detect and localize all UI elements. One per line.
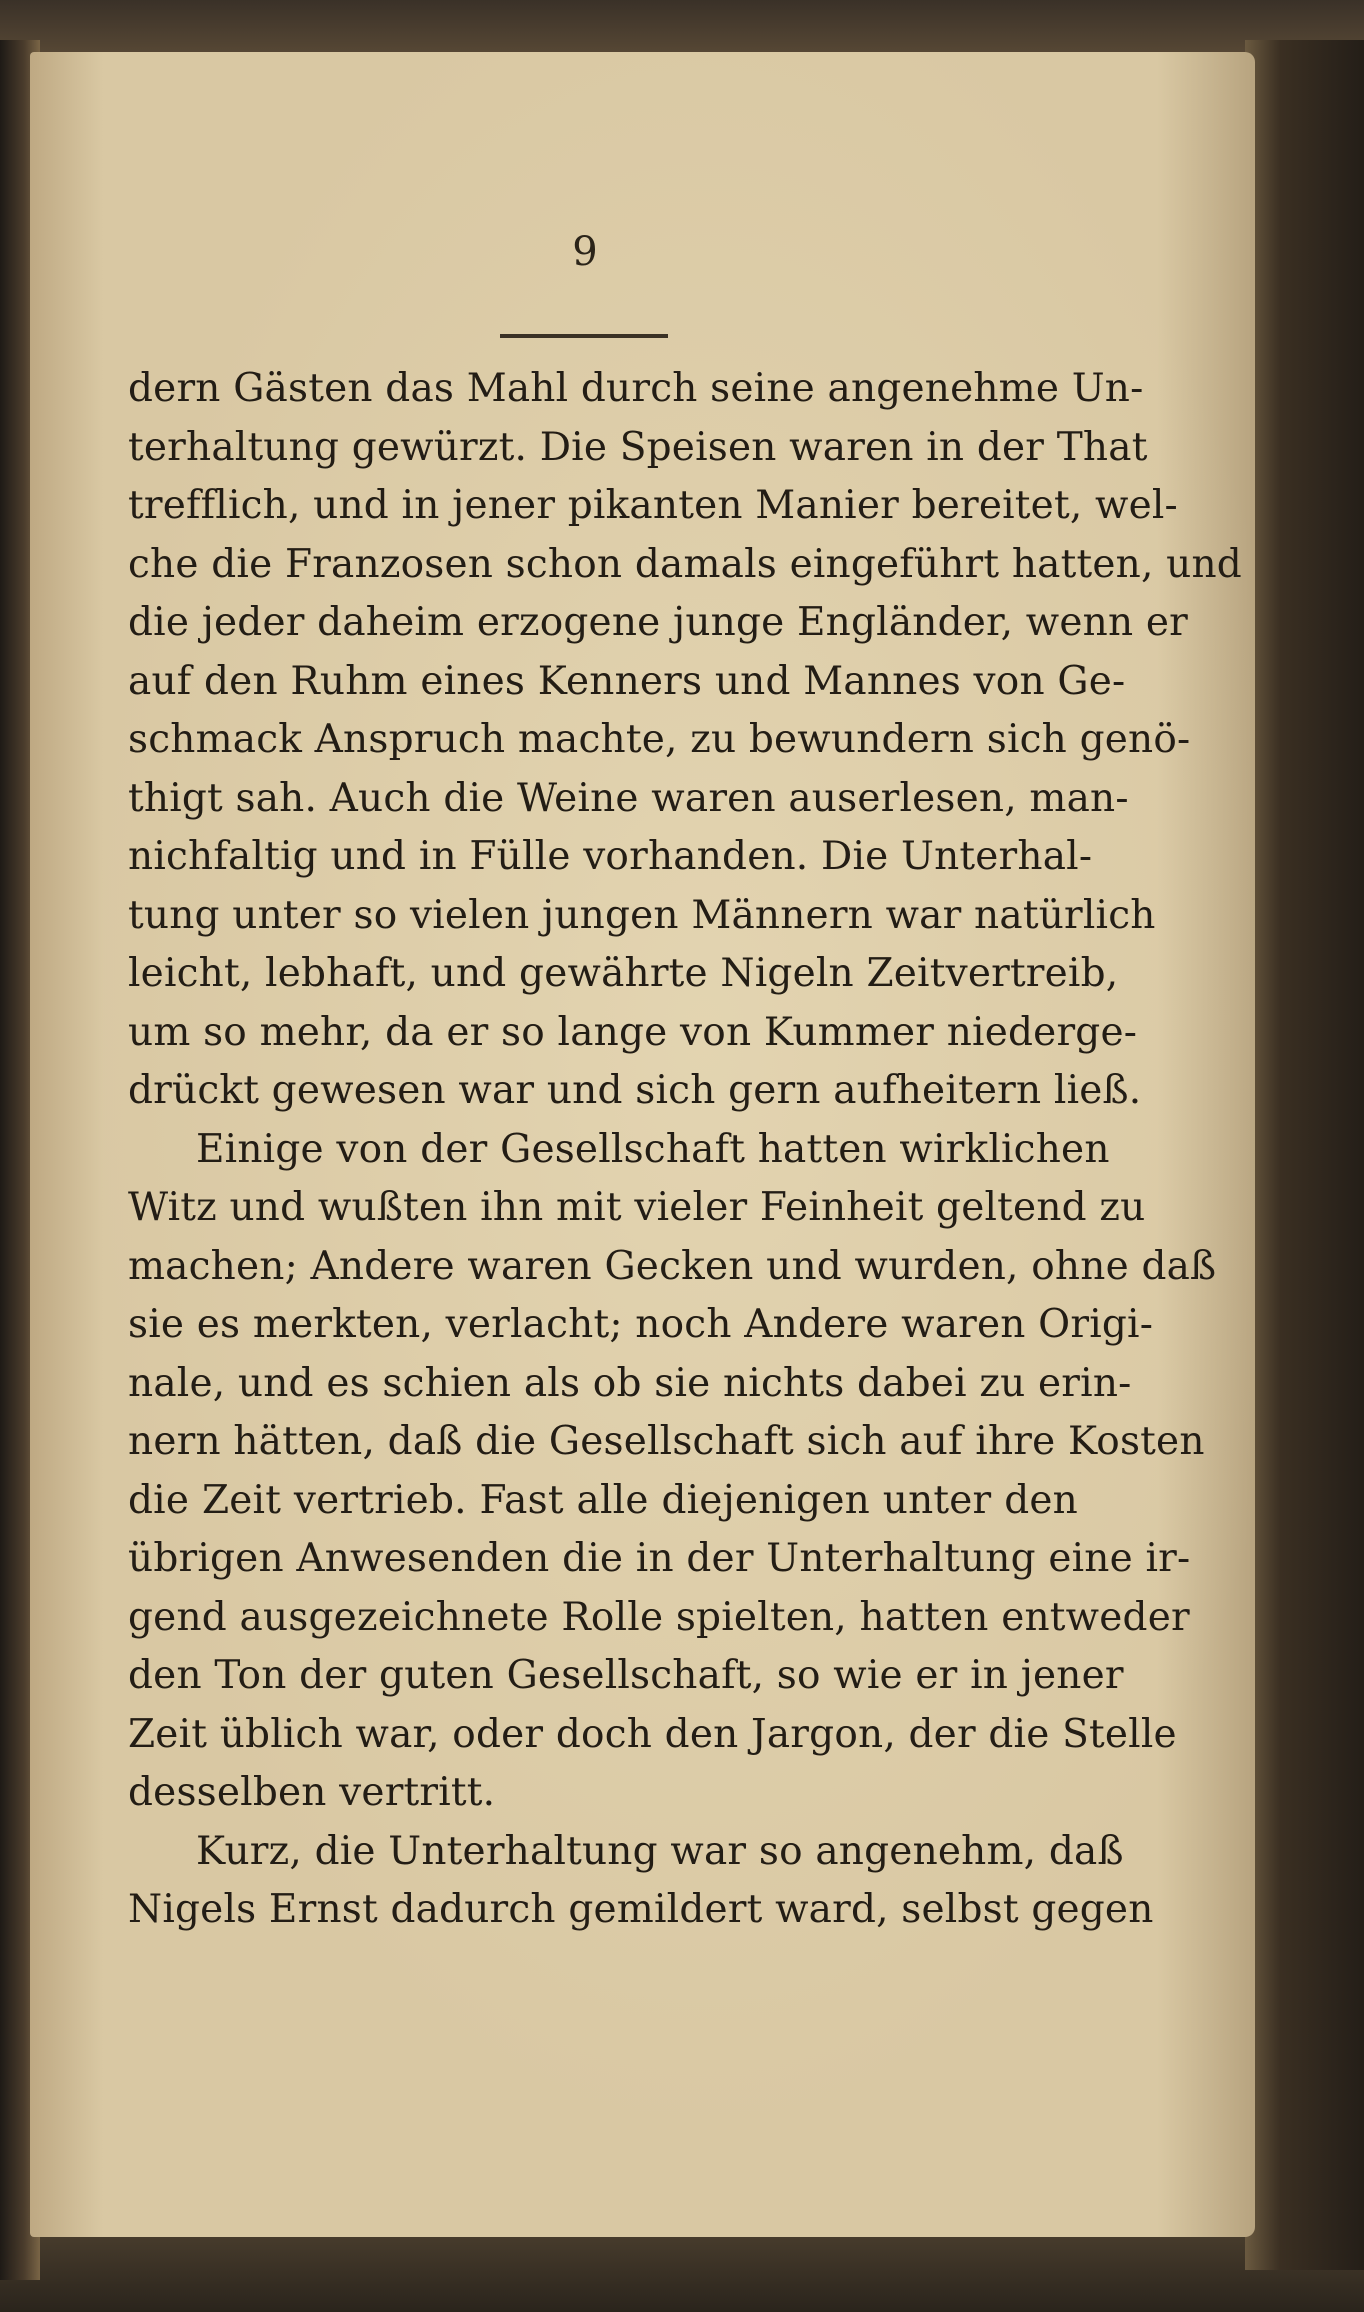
text-line: Nigels Ernst dadurch gemildert ward, selbst gegen — [128, 1887, 1154, 1932]
book-cover-bottom-edge — [0, 2228, 1364, 2312]
text-line: trefflich, und in jener pikanten Manier bereitet, wel- — [128, 483, 1178, 528]
text-line: Kurz, die Unterhaltung war so angenehm, daß — [196, 1828, 1124, 1874]
page-number-rule — [500, 334, 668, 338]
text-line: die Zeit vertrieb. Fast alle diejenigen unter den — [128, 1477, 1078, 1523]
text-line: nale, und es schien als ob sie nichts dabei zu erin- — [128, 1360, 1132, 1406]
text-line: leicht, lebhaft, und gewährte Nigeln Zeitvertreib, — [128, 951, 1119, 996]
text-line: übrigen Anwesenden die in der Unterhaltung eine ir- — [128, 1536, 1191, 1581]
text-line: nern hätten, daß die Gesellschaft sich auf ihre Kosten — [128, 1419, 1205, 1464]
text-line: terhaltung gewürzt. Die Speisen waren in der That — [128, 424, 1148, 470]
text-line: die jeder daheim erzogene junge Engländer, wenn er — [128, 600, 1189, 645]
body-text — [128, 360, 1242, 1940]
text-line: Zeit üblich war, oder doch den Jargon, der die Stelle — [128, 1711, 1177, 1757]
text-line: tung unter so vielen jungen Männern war natürlich — [128, 892, 1156, 938]
text-line: gend ausgezeichnete Rolle spielten, hatten entweder — [128, 1594, 1190, 1640]
text-line: Witz und wußten ihn mit vieler Feinheit geltend zu — [128, 1185, 1146, 1230]
text-line: den Ton der guten Gesellschaft, so wie er in jener — [128, 1653, 1124, 1698]
book-cover-right-edge — [1245, 40, 1364, 2270]
text-line: che die Franzosen schon damals eingeführt hatten, und — [128, 541, 1242, 587]
text-line: sie es merkten, verlacht; noch Andere waren Origi- — [128, 1302, 1154, 1347]
text-line: drückt gewesen war und sich gern aufheitern ließ. — [128, 1068, 1142, 1113]
page-number: 9 — [572, 229, 598, 275]
text-line: auf den Ruhm eines Kenners und Mannes von Ge- — [128, 658, 1126, 704]
text-line: machen; Andere waren Gecken und wurden, ohne daß — [128, 1243, 1217, 1289]
book-cover-top-edge — [0, 0, 1364, 60]
text-line: dern Gästen das Mahl durch seine angenehme Un- — [128, 366, 1144, 411]
text-line: nichfaltig und in Fülle vorhanden. Die Unterhal- — [128, 834, 1093, 879]
text-line: thigt sah. Auch die Weine waren auserlesen, man- — [128, 775, 1129, 821]
text-line: um so mehr, da er so lange von Kummer niederge- — [128, 1009, 1138, 1055]
text-line: schmack Anspruch machte, zu bewundern sich genö- — [128, 717, 1191, 762]
text-line: desselben vertritt. — [128, 1770, 496, 1815]
text-line: Einige von der Gesellschaft hatten wirklichen — [196, 1126, 1110, 1172]
